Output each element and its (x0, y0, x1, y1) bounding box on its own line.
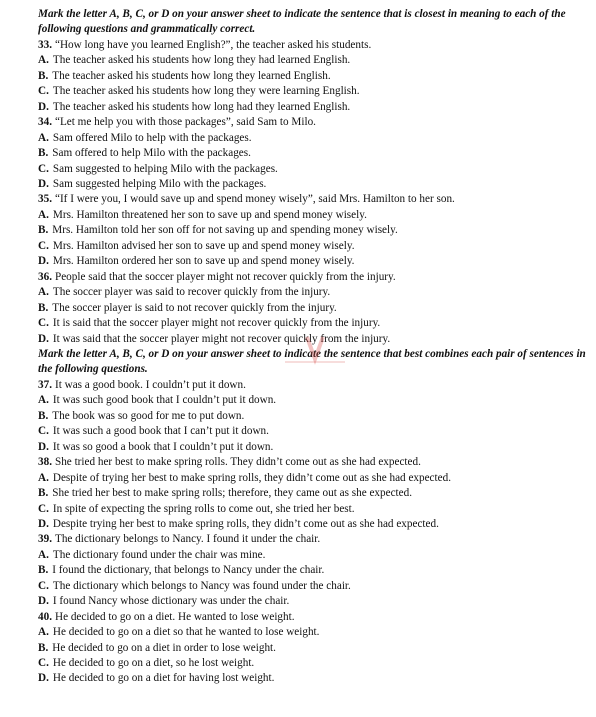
option-letter: C. (38, 162, 49, 175)
question-number: 35. (38, 193, 52, 206)
option-40-a (38, 625, 592, 640)
option-text: It was such good book that I couldn’t put it down. (52, 394, 277, 407)
option-35-d (38, 254, 592, 269)
question-number: 33. (38, 38, 52, 51)
option-letter: D. (38, 332, 49, 345)
option-letter: A. (38, 626, 49, 639)
option-text: The teacher asked his students how long they had learned English. (52, 54, 351, 67)
option-38-b (38, 486, 592, 501)
option-letter: A. (38, 394, 49, 407)
option-text: In spite of expecting the spring rolls to come out, she tried her best. (52, 502, 355, 515)
option-text: The teacher asked his students how long they were learning English. (52, 85, 360, 98)
question-39 (38, 532, 592, 547)
option-35-b (38, 223, 592, 238)
option-text: Mrs. Hamilton ordered her son to save up and spend money wisely. (52, 255, 355, 268)
option-40-d (38, 671, 592, 686)
question-37 (38, 378, 592, 393)
option-38-c (38, 502, 592, 517)
section-instruction-1: Mark the letter A, B, C, or D on your answer sheet to indicate the sentence that is closest in meaning to each of the following questions and grammatically correct. (38, 8, 566, 36)
option-37-a (38, 393, 592, 408)
option-letter: A. (38, 208, 49, 221)
option-letter: C. (38, 657, 49, 670)
option-letter: A. (38, 471, 49, 484)
option-letter: C. (38, 579, 49, 592)
option-36-c (38, 316, 592, 331)
question-number: 38. (38, 456, 52, 469)
option-letter: D. (38, 517, 49, 530)
option-letter: C. (38, 317, 49, 330)
option-text: Sam suggested to helping Milo with the packages. (52, 162, 278, 175)
option-36-b (38, 301, 592, 316)
question-number: 39. (38, 533, 52, 546)
option-text: It was said that the soccer player might not recover quickly from the injury. (52, 332, 391, 345)
option-text: I found Nancy whose dictionary was under the chair. (52, 595, 290, 608)
option-34-d (38, 177, 592, 192)
question-number: 34. (38, 116, 52, 129)
option-text: Despite trying her best to make spring rolls, they didn’t come out as she had expected. (52, 517, 439, 530)
option-39-a (38, 548, 592, 563)
option-35-c (38, 239, 592, 254)
option-text: He decided to go on a diet, so he lost weight. (52, 657, 255, 670)
question-33 (38, 38, 592, 53)
question-number: 37. (38, 378, 52, 391)
option-letter: D. (38, 100, 49, 113)
question-number: 40. (38, 610, 52, 623)
option-letter: D. (38, 595, 49, 608)
option-33-c (38, 84, 592, 99)
section-instruction-2: Mark the letter A, B, C, or D on your answer sheet to indicate the sentence that best combines each pair of sentences in the following questions. (38, 347, 586, 376)
option-letter: C. (38, 502, 49, 515)
question-stem: “Let me help you with those packages”, said Sam to Milo. (54, 116, 316, 129)
option-33-a (38, 53, 592, 68)
option-letter: C. (38, 85, 49, 98)
question-stem: She tried her best to make spring rolls. They didn’t come out as she had expected. (54, 456, 421, 469)
option-text: She tried her best to make spring rolls; therefore, they came out as she expected. (52, 487, 413, 500)
question-stem: People said that the soccer player might not recover quickly from the injury. (54, 270, 396, 283)
option-text: The soccer player was said to recover quickly from the injury. (52, 286, 331, 299)
option-35-a (38, 208, 592, 223)
option-36-a (38, 285, 592, 300)
option-letter: D. (38, 440, 49, 453)
option-letter: B. (38, 224, 49, 237)
option-34-c (38, 162, 592, 177)
question-35 (38, 192, 592, 207)
option-text: Mrs. Hamilton told her son off for not saving up and spending money wisely. (52, 224, 398, 237)
option-letter: C. (38, 425, 49, 438)
option-text: Despite of trying her best to make spring rolls, they didn’t come out as she had expected. (52, 471, 451, 484)
option-text: The teacher asked his students how long had they learned English. (52, 100, 351, 113)
option-letter: B. (38, 641, 49, 654)
option-text: I found the dictionary, that belongs to Nancy under the chair. (52, 564, 325, 577)
option-letter: A. (38, 131, 49, 144)
option-text: Sam suggested helping Milo with the packages. (52, 177, 267, 190)
option-text: Mrs. Hamilton advised her son to save up and spend money wisely. (52, 239, 355, 252)
option-39-c (38, 579, 592, 594)
question-38 (38, 455, 592, 470)
question-stem: “If I were you, I would save up and spend money wisely”, said Mrs. Hamilton to her son. (54, 193, 455, 206)
option-text: Sam offered Milo to help with the packages. (52, 131, 252, 144)
option-36-d (38, 332, 592, 347)
option-letter: B. (38, 564, 49, 577)
question-number: 36. (38, 270, 52, 283)
option-letter: A. (38, 286, 49, 299)
option-text: He decided to go on a diet so that he wanted to lose weight. (52, 626, 320, 639)
question-36 (38, 270, 592, 285)
option-letter: B. (38, 487, 49, 500)
option-40-c (38, 656, 592, 671)
option-letter: B. (38, 409, 49, 422)
option-38-d (38, 517, 592, 532)
option-letter: A. (38, 548, 49, 561)
option-text: It was so good a book that I couldn’t put it down. (52, 440, 274, 453)
option-letter: A. (38, 54, 49, 67)
option-letter: C. (38, 239, 49, 252)
option-letter: D. (38, 177, 49, 190)
option-text: The dictionary found under the chair was mine. (52, 548, 266, 561)
option-37-d (38, 440, 592, 455)
question-40 (38, 610, 592, 625)
option-text: The teacher asked his students how long they learned English. (52, 69, 331, 82)
option-38-a (38, 471, 592, 486)
option-text: The soccer player is said to not recover quickly from the injury. (52, 301, 337, 314)
option-letter: D. (38, 672, 49, 685)
option-39-b (38, 563, 592, 578)
option-34-b (38, 146, 592, 161)
question-stem: He decided to go on a diet. He wanted to lose weight. (54, 610, 295, 623)
option-text: It was such a good book that I can’t put it down. (52, 425, 269, 438)
option-37-b (38, 409, 592, 424)
option-text: He decided to go on a diet in order to lose weight. (52, 641, 276, 654)
option-text: He decided to go on a diet for having lost weight. (52, 672, 275, 685)
option-33-d (38, 100, 592, 115)
option-text: Sam offered to help Milo with the packages. (52, 147, 251, 160)
option-letter: D. (38, 255, 49, 268)
option-34-a (38, 131, 592, 146)
option-40-b (38, 641, 592, 656)
option-letter: B. (38, 69, 49, 82)
option-text: The book was so good for me to put down. (52, 409, 245, 422)
option-39-d (38, 594, 592, 609)
option-text: The dictionary which belongs to Nancy was found under the chair. (52, 579, 351, 592)
option-37-c (38, 424, 592, 439)
option-33-b (38, 69, 592, 84)
question-stem: It was a good book. I couldn’t put it down. (54, 378, 246, 391)
option-letter: B. (38, 301, 49, 314)
option-letter: B. (38, 147, 49, 160)
question-stem: The dictionary belongs to Nancy. I found it under the chair. (54, 533, 321, 546)
option-text: Mrs. Hamilton threatened her son to save up and spend money wisely. (52, 208, 367, 221)
question-stem: “How long have you learned English?”, the teacher asked his students. (54, 38, 372, 51)
option-text: It is said that the soccer player might not recover quickly from the injury. (52, 317, 381, 330)
question-34 (38, 115, 592, 130)
